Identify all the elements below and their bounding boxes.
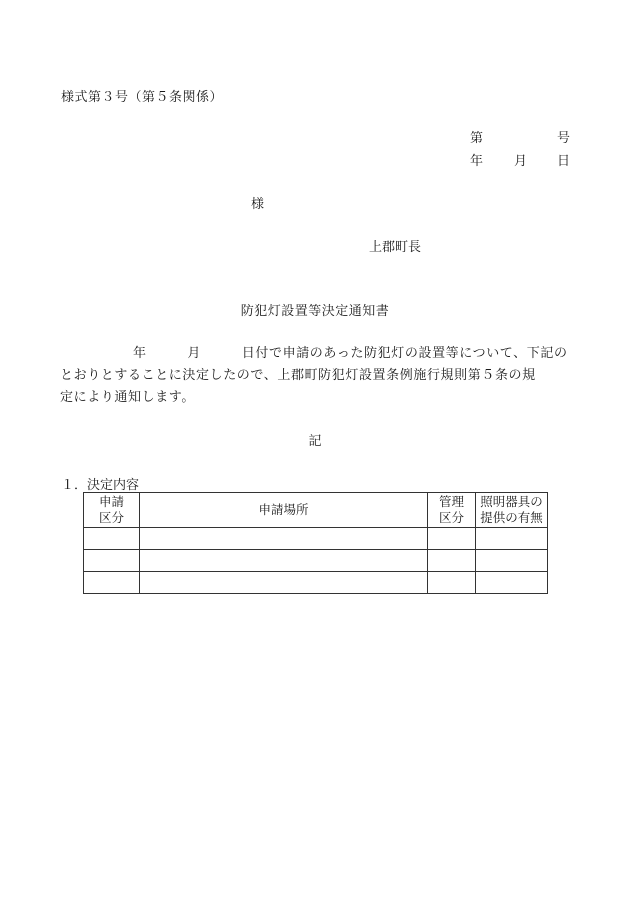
doc-number-suffix: 号 [557,131,571,146]
header-fixture-provision-line-2: 提供の有無 [480,510,543,525]
table-cell [476,572,548,594]
body-line-3: 定により通知します。 [60,390,195,405]
table-cell [140,528,428,550]
table-cell [84,550,140,572]
header-management-type-line-1: 管理 [438,494,464,509]
date-month: 月 [514,154,528,169]
issuer-name: 上郡町長 [369,240,422,255]
addressee-suffix: 様 [251,197,265,212]
decision-table [83,492,548,594]
section-heading: １．決定内容 [61,478,140,493]
body-line-1: 年 月 日付で申請のあった防犯灯の設置等について、下記の [133,346,568,361]
table-row [84,528,548,550]
header-application-type-line-2: 区分 [98,510,124,525]
header-application-location: 申請場所 [140,493,428,528]
table-cell [476,528,548,550]
table-cell [84,572,140,594]
table-cell [140,550,428,572]
table-cell [428,572,476,594]
header-fixture-provision-line-1: 照明器具の [480,494,543,509]
header-application-type [84,493,140,528]
form-number: 様式第３号（第５条関係） [61,90,224,105]
notice-body [60,343,584,409]
table-cell [428,550,476,572]
table-cell [140,572,428,594]
header-management-type [428,493,476,528]
table-row [84,572,548,594]
header-management-type-line-2: 区分 [438,510,464,525]
table-row [84,550,548,572]
header-fixture-provision [476,493,548,528]
body-line-2: とおりとすることに決定したので、上郡町防犯灯設置条例施行規則第５条の規 [60,368,536,383]
header-application-type-line-1: 申請 [98,494,124,509]
table-cell [476,550,548,572]
document-title: 防犯灯設置等決定通知書 [240,304,390,319]
date-day: 日 [557,154,571,169]
doc-number-prefix: 第 [470,131,484,146]
table-header-row [84,493,548,528]
table-cell [84,528,140,550]
date-year: 年 [470,154,484,169]
ki-label: 記 [308,434,322,449]
table-cell [428,528,476,550]
